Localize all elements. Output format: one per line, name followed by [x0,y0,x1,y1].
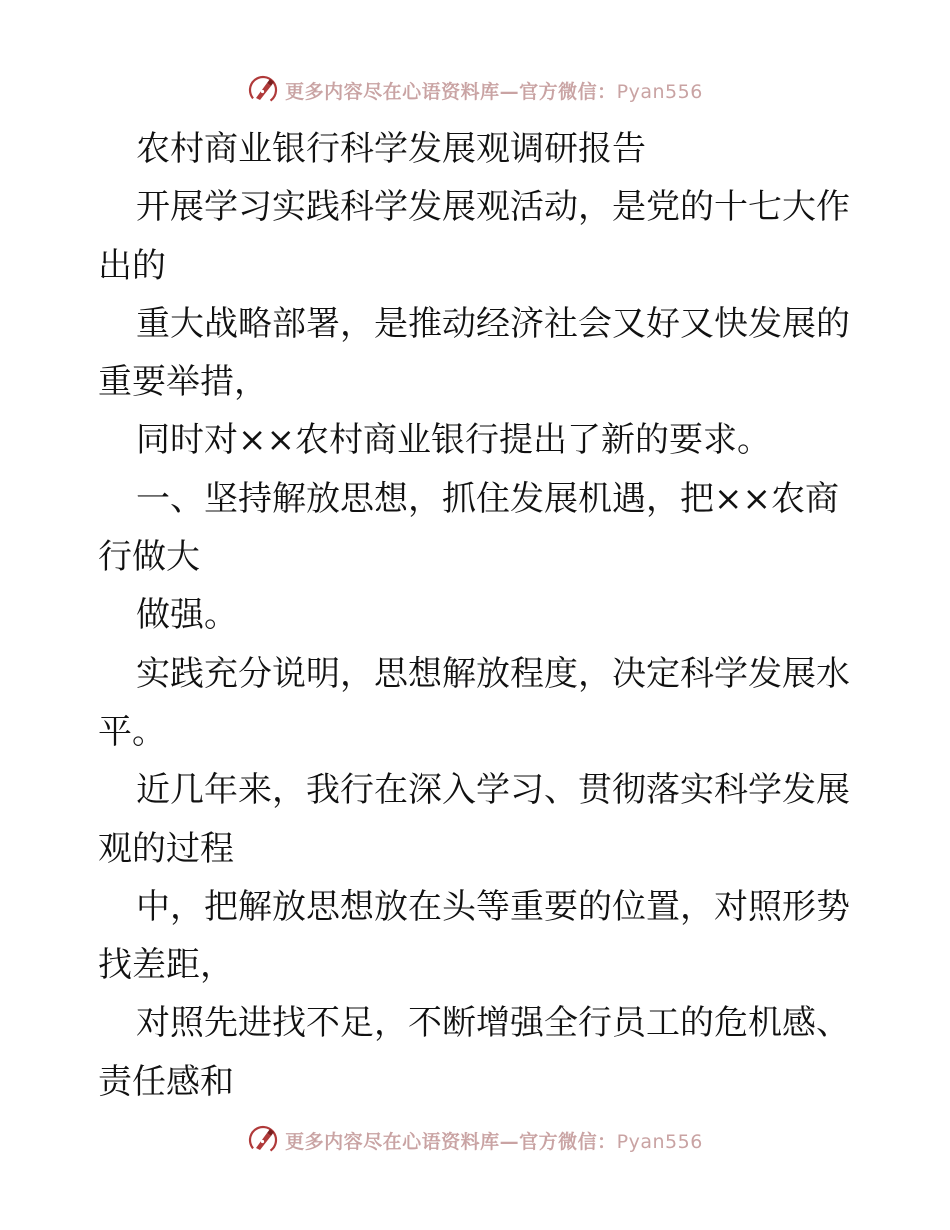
header-banner [0,70,950,110]
text-line: 实践充分说明，思想解放程度，决定科学发展水 [136,653,850,694]
footer-text: 更多内容尽在心语资料库—官方微信：Pyan556 [285,1130,703,1153]
fountain-pen-logo-icon [247,1124,279,1156]
header-text: 更多内容尽在心语资料库—官方微信：Pyan556 [285,80,703,103]
text-line: 重大战略部署，是推动经济社会又好又快发展的 [136,303,850,344]
text-line: 重要举措， [98,362,268,403]
text-line: 对照先进找不足，不断增强全行员工的危机感、 [136,1003,850,1044]
text-line: 行做大 [98,537,200,578]
text-line: 找差距， [98,945,234,986]
text-line: 责任感和 [98,1061,234,1102]
text-line: 一、坚持解放思想，抓住发展机遇，把××农商 [136,478,839,519]
text-line: 观的过程 [98,828,234,869]
footer-wechat-id: Pyan556 [616,1130,703,1153]
footer-banner [0,1120,950,1160]
text-line: 中，把解放思想放在头等重要的位置，对照形势 [136,886,850,927]
header-wechat-id: Pyan556 [616,80,703,103]
document-title: 农村商业银行科学发展观调研报告 [136,129,646,169]
text-line: 平。 [98,711,166,752]
fountain-pen-logo-icon [247,74,279,106]
text-line: 近几年来，我行在深入学习、贯彻落实科学发展 [136,770,850,811]
text-line: 出的 [98,245,166,286]
text-line: 同时对××农村商业银行提出了新的要求。 [136,420,771,461]
document-body [98,120,868,1111]
text-line: 做强。 [136,595,238,636]
text-line: 开展学习实践科学发展观活动，是党的十七大作 [136,187,850,228]
